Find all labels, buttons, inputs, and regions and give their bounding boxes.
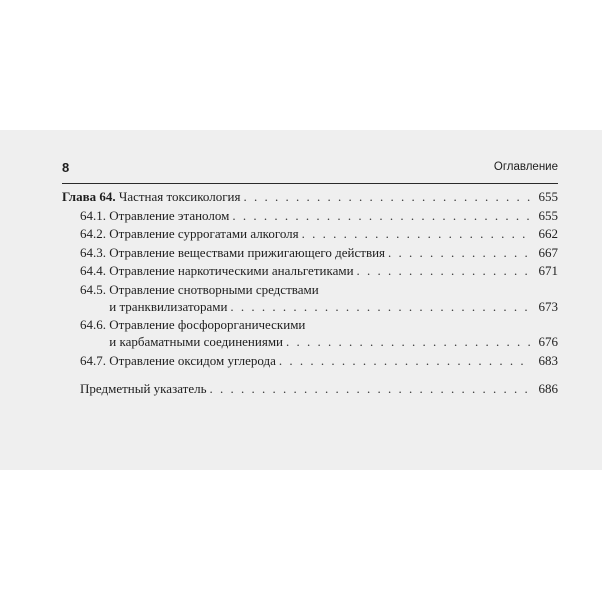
section-title: Отравление наркотическими анальгетиками (109, 263, 354, 278)
dot-leader (388, 244, 531, 261)
toc-page-number: 673 (538, 298, 558, 314)
toc-page-number: 655 (538, 207, 558, 223)
toc-page-number: 686 (538, 381, 558, 396)
toc-section-title (62, 244, 385, 261)
dot-leader (279, 352, 531, 369)
page-header (62, 160, 558, 180)
section-title-line2: и транквилизаторами (109, 298, 228, 314)
table-of-contents (62, 188, 558, 399)
toc-page-number: 655 (538, 189, 558, 204)
section-title: Отравление этанолом (109, 207, 230, 223)
header-rule (62, 183, 558, 184)
dot-leader (243, 188, 531, 205)
chapter-title: Частная токсикология (118, 189, 241, 204)
toc-page-number: 662 (538, 226, 558, 241)
section-title-line1: Отравление снотворными средствами (109, 281, 319, 297)
toc-section-row-first-line (62, 316, 558, 333)
section-title-line2: и карбаматными соединениями (109, 334, 284, 349)
dot-leader (357, 262, 531, 279)
toc-section-row (62, 225, 558, 242)
toc-section-row (62, 207, 558, 224)
dot-leader (232, 207, 531, 224)
dot-leader (286, 333, 531, 350)
section-title-line1: Отравление фосфорорганическими (109, 317, 306, 332)
section-number: 64.6. (80, 317, 106, 332)
section-title: Отравление веществами прижигающего действия (109, 244, 386, 260)
section-title: Отравление суррогатами алкоголя (109, 226, 299, 241)
section-number: 64.2. (80, 226, 106, 241)
chapter-label: Глава 64. (62, 189, 116, 204)
section-number: 64.1. (80, 207, 106, 223)
toc-section-title (62, 298, 227, 315)
toc-section-row-second-line (62, 298, 558, 315)
toc-chapter-title (62, 188, 240, 205)
toc-section-title (62, 352, 276, 369)
toc-section-title (62, 333, 283, 350)
toc-section-row-first-line (62, 281, 558, 298)
toc-section-row (62, 262, 558, 279)
dot-leader (302, 225, 531, 242)
toc-section-title (62, 316, 305, 333)
page-number: 8 (62, 160, 70, 175)
section-number: 64.4. (80, 263, 106, 278)
toc-section-title (62, 281, 319, 298)
index-title: Предметный указатель (80, 381, 207, 396)
toc-page-number: 667 (538, 244, 558, 260)
dot-leader (210, 380, 531, 397)
toc-page-number: 676 (538, 334, 558, 349)
dot-leader (230, 298, 531, 315)
toc-section-row-second-line (62, 333, 558, 350)
toc-index-row (62, 380, 558, 397)
toc-chapter-row (62, 188, 558, 205)
toc-section-row (62, 244, 558, 261)
spacer (62, 370, 558, 380)
section-number: 64.7. (80, 352, 106, 368)
toc-section-row (62, 352, 558, 369)
toc-page-number: 683 (538, 352, 558, 368)
toc-section-title (62, 207, 229, 224)
book-page (0, 130, 602, 470)
section-number: 64.5. (80, 281, 106, 297)
toc-section-title (62, 262, 354, 279)
section-number: 64.3. (80, 244, 106, 260)
running-head: Оглавление (493, 161, 558, 173)
toc-section-title (62, 225, 299, 242)
toc-page-number: 671 (538, 263, 558, 278)
section-title: Отравление оксидом углерода (109, 352, 276, 368)
